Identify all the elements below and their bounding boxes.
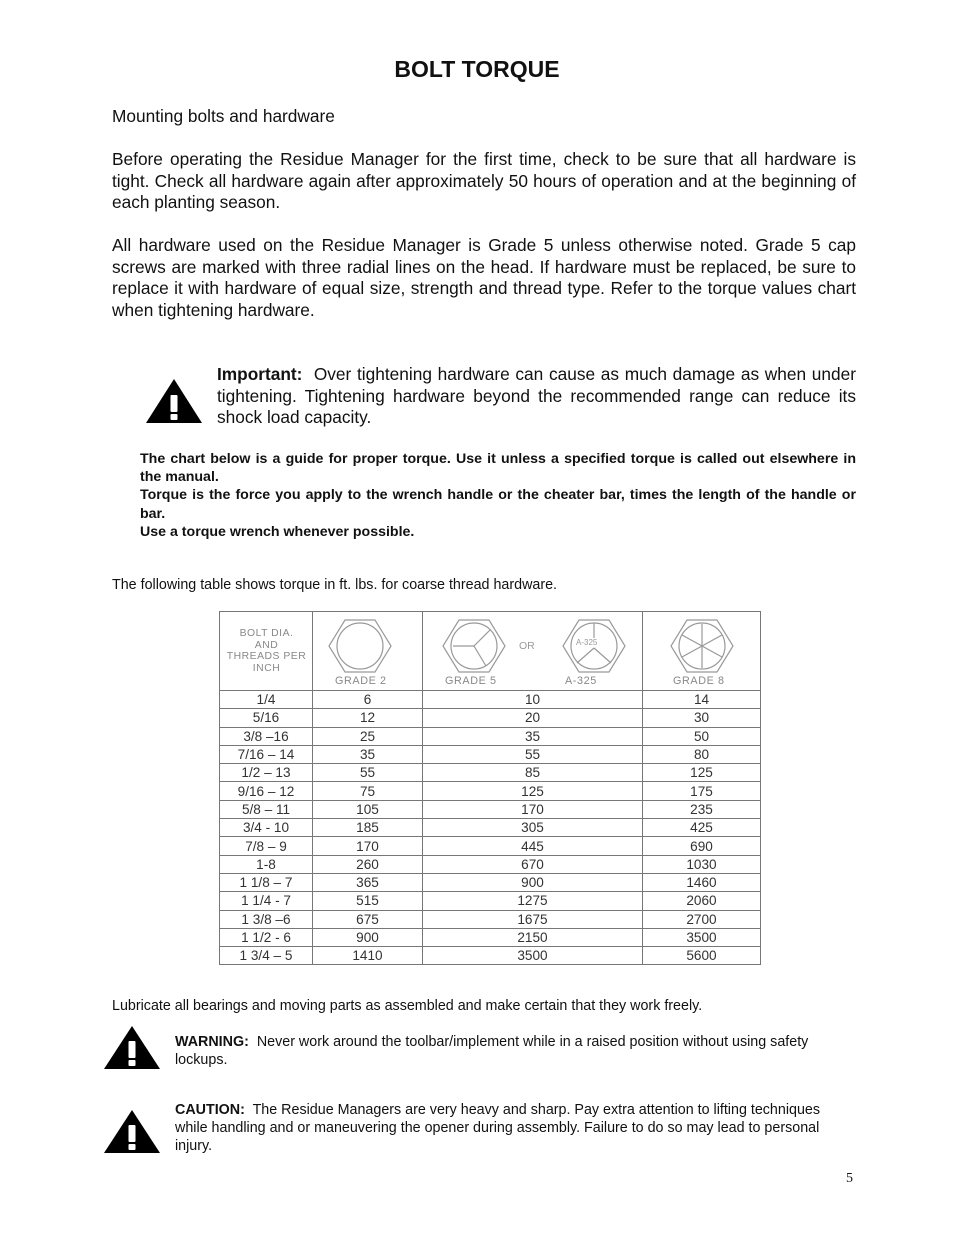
table-cell-g2: 6 — [313, 691, 423, 709]
table-row — [220, 727, 761, 745]
page-number: 5 — [846, 1171, 853, 1186]
lubricate-note: Lubricate all bearings and moving parts as assembled and make certain that they work freely. — [112, 998, 703, 1014]
warning-triangle-icon — [103, 1025, 161, 1070]
torque-guide-notes — [140, 450, 856, 541]
table-cell-size: 1 1/2 - 6 — [220, 928, 313, 946]
table-row — [220, 819, 761, 837]
table-cell-g8: 1030 — [643, 855, 761, 873]
table-cell-g5: 670 — [423, 855, 643, 873]
caution-text: The Residue Managers are very heavy and sharp. Pay extra attention to lifting techniques while handling and or maneuvering the opener during assembly. Failure to do so may lead to personal injury. — [175, 1102, 821, 1155]
torque-table — [219, 611, 761, 965]
table-cell-g8: 30 — [643, 709, 761, 727]
a325-mark-label: A-325 — [576, 638, 598, 647]
table-cell-g5: 2150 — [423, 928, 643, 946]
table-cell-size: 5/16 — [220, 709, 313, 727]
table-cell-size: 5/8 – 11 — [220, 800, 313, 818]
table-row — [220, 837, 761, 855]
table-cell-g8: 235 — [643, 800, 761, 818]
table-row — [220, 928, 761, 946]
table-row — [220, 782, 761, 800]
table-cell-size: 1 3/4 – 5 — [220, 947, 313, 965]
table-cell-g8: 690 — [643, 837, 761, 855]
intro-paragraph: Before operating the Residue Manager for the first time, check to be sure that all hardware is tight. Check all hardware again after approximately 50 hours of operation and at the beginning of each planting season. — [112, 149, 856, 213]
table-cell-g5: 445 — [423, 837, 643, 855]
guide-line-2: Torque is the force you apply to the wrench handle or the cheater bar, times the length of the handle or bar. — [140, 487, 856, 522]
important-text: Over tightening hardware can cause as much damage as when under tightening. Tightening hardware beyond the recommended range can reduce its shock load capacity. — [217, 364, 856, 428]
table-cell-g5: 10 — [423, 691, 643, 709]
table-row — [220, 892, 761, 910]
guide-line-1: The chart below is a guide for proper torque. Use it unless a specified torque is called out elsewhere in the manual. — [140, 451, 856, 486]
table-cell-g5: 1675 — [423, 910, 643, 928]
table-row — [220, 910, 761, 928]
table-cell-size: 1 1/8 – 7 — [220, 873, 313, 891]
table-row — [220, 691, 761, 709]
table-cell-size: 1 3/8 –6 — [220, 910, 313, 928]
table-cell-g2: 675 — [313, 910, 423, 928]
table-cell-g8: 425 — [643, 819, 761, 837]
header-bolt-dia: BOLT DIA. AND THREADS PER INCH — [220, 612, 313, 691]
table-cell-g2: 55 — [313, 764, 423, 782]
table-row — [220, 947, 761, 965]
table-row — [220, 745, 761, 763]
table-cell-g5: 125 — [423, 782, 643, 800]
table-cell-size: 1-8 — [220, 855, 313, 873]
table-cell-g2: 365 — [313, 873, 423, 891]
header-grade-2 — [313, 612, 423, 691]
table-cell-g8: 50 — [643, 727, 761, 745]
table-row — [220, 764, 761, 782]
table-cell-g5: 55 — [423, 745, 643, 763]
table-cell-g5: 85 — [423, 764, 643, 782]
table-cell-g2: 900 — [313, 928, 423, 946]
warning-note — [175, 1033, 845, 1069]
grade-5-label: GRADE 5 — [445, 675, 497, 687]
grade-5-bolt-head-icon — [441, 618, 507, 674]
table-cell-g2: 1410 — [313, 947, 423, 965]
table-cell-size: 3/8 –16 — [220, 727, 313, 745]
table-row — [220, 873, 761, 891]
table-intro: The following table shows torque in ft. lbs. for coarse thread hardware. — [112, 577, 558, 593]
guide-line-3: Use a torque wrench whenever possible. — [140, 523, 415, 540]
table-cell-g5: 1275 — [423, 892, 643, 910]
table-row — [220, 800, 761, 818]
table-cell-g2: 260 — [313, 855, 423, 873]
table-cell-g2: 105 — [313, 800, 423, 818]
table-cell-g2: 75 — [313, 782, 423, 800]
grade-2-label: GRADE 2 — [335, 675, 387, 687]
table-cell-g5: 170 — [423, 800, 643, 818]
page-title: BOLT TORQUE — [394, 56, 560, 82]
warning-text: Never work around the toolbar/implement while in a raised position without using safety lockups. — [175, 1034, 809, 1069]
table-cell-size: 9/16 – 12 — [220, 782, 313, 800]
a325-label: A-325 — [565, 675, 597, 687]
table-cell-g8: 14 — [643, 691, 761, 709]
table-cell-size: 7/8 – 9 — [220, 837, 313, 855]
table-cell-g5: 305 — [423, 819, 643, 837]
table-cell-g5: 3500 — [423, 947, 643, 965]
table-cell-g2: 515 — [313, 892, 423, 910]
table-cell-g2: 170 — [313, 837, 423, 855]
header-grade-5 — [423, 612, 643, 691]
table-cell-g8: 125 — [643, 764, 761, 782]
table-row — [220, 709, 761, 727]
table-cell-size: 1/2 – 13 — [220, 764, 313, 782]
table-cell-g2: 12 — [313, 709, 423, 727]
grade-8-label: GRADE 8 — [673, 675, 725, 687]
table-cell-g8: 1460 — [643, 873, 761, 891]
grade-8-bolt-head-icon — [669, 618, 735, 674]
table-cell-g8: 3500 — [643, 928, 761, 946]
caution-label: CAUTION: — [175, 1102, 245, 1118]
table-cell-g8: 175 — [643, 782, 761, 800]
section-subtitle: Mounting bolts and hardware — [112, 106, 335, 126]
table-cell-g2: 35 — [313, 745, 423, 763]
table-cell-g5: 900 — [423, 873, 643, 891]
warning-label: WARNING: — [175, 1034, 249, 1050]
important-note — [217, 364, 856, 429]
table-cell-g8: 2060 — [643, 892, 761, 910]
warning-triangle-icon — [145, 378, 203, 424]
table-cell-g5: 20 — [423, 709, 643, 727]
table-cell-g8: 2700 — [643, 910, 761, 928]
table-cell-g8: 5600 — [643, 947, 761, 965]
header-grade-8 — [643, 612, 761, 691]
hardware-paragraph: All hardware used on the Residue Manager is Grade 5 unless otherwise noted. Grade 5 cap screws are marked with three radial lines on the head. If hardware must be replaced, be sure to replace it with hardware of equal size, strength and thread type. Refer to the torque values chart when tightening hardware. — [112, 235, 856, 321]
grade-2-bolt-head-icon — [327, 618, 393, 674]
caution-triangle-icon — [103, 1109, 161, 1154]
table-cell-size: 3/4 - 10 — [220, 819, 313, 837]
table-cell-size: 7/16 – 14 — [220, 745, 313, 763]
table-cell-g8: 80 — [643, 745, 761, 763]
torque-chart — [219, 611, 760, 966]
table-cell-g5: 35 — [423, 727, 643, 745]
table-cell-g2: 25 — [313, 727, 423, 745]
table-cell-g2: 185 — [313, 819, 423, 837]
caution-note — [175, 1101, 855, 1156]
table-row — [220, 855, 761, 873]
or-label: OR — [519, 640, 535, 652]
table-cell-size: 1 1/4 - 7 — [220, 892, 313, 910]
important-label: Important: — [217, 364, 303, 384]
table-cell-size: 1/4 — [220, 691, 313, 709]
